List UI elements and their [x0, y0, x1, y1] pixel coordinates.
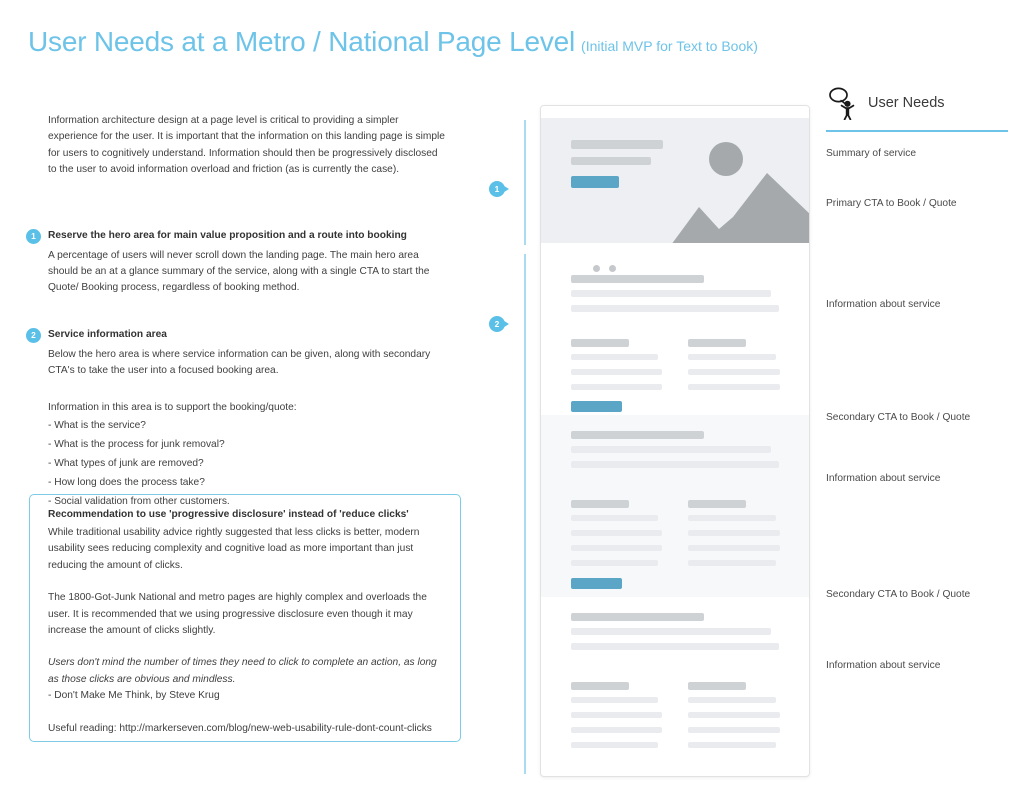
mockup-section-1-heading-bar: [571, 275, 704, 283]
mockup-section-3: [541, 597, 809, 777]
mockup-marker-2: [489, 316, 505, 332]
recommendation-quote: Users don't mind the number of times they need to click to complete an action, as long as those clicks are obvious and mindless.: [48, 657, 437, 685]
mockup-section-3-col1-line: [571, 742, 658, 748]
user-speech-bubble-icon: [826, 86, 860, 120]
mockup-section-2-col2-line: [688, 515, 776, 521]
recommendation-paragraph-1: While traditional usability advice rightly suggested that less clicks is better, modern usability sees reducing complexity and cognitive load as more important than just reducing the amount of clicks.: [48, 527, 420, 571]
intro-paragraph: Information architecture design at a page level is critical to providing a simpler experience for the user. It is important that the information on this landing page is simple for users to cognitively understand. Information should then be progressively disclosed to the user to avoid information overload and friction (as is currently the case).: [48, 115, 445, 176]
left-annotations-column: [31, 113, 448, 511]
annotation-badge-1: 1: [26, 229, 41, 244]
annotation-block-1: [31, 229, 448, 297]
annotation-block-2: [31, 328, 448, 380]
annotation-title-2: Service information area: [48, 328, 167, 340]
mockup-section-2-col1-line: [571, 530, 662, 536]
mockup-section-3-col1-line: [571, 727, 662, 733]
mockup-marker-1: [489, 181, 505, 197]
user-need-item: Secondary CTA to Book / Quote: [826, 589, 971, 600]
annotation-badge-2: 2: [26, 328, 41, 343]
dot-icon: [593, 265, 600, 272]
mockup-section-1-col2-line: [688, 369, 780, 375]
mockup-section-1-body-line: [571, 290, 771, 297]
mockup-section-2-col1-line: [571, 515, 658, 521]
mockup-section-1-body-line: [571, 305, 779, 312]
mockup-section-3-heading-bar: [571, 613, 704, 621]
connector-rail-2: [524, 254, 526, 774]
mockup-section-1-col2-heading: [688, 339, 746, 347]
mockup-section-1-col1-line: [571, 369, 662, 375]
list-item: - What is the process for junk removal?: [48, 439, 225, 451]
mockup-section-2-col2-line: [688, 530, 780, 536]
mockup-section-1-col2-line: [688, 354, 776, 360]
hero-headline-bar-1: [571, 140, 663, 149]
recommendation-title: Recommendation to use 'progressive disclosure' instead of 'reduce clicks': [48, 509, 409, 520]
recommendation-useful-reading: Useful reading: http://markerseven.com/blog/new-web-usability-rule-dont-count-clicks: [48, 722, 432, 734]
recommendation-attribution: - Don't Make Me Think, by Steve Krug: [48, 690, 220, 702]
mockup-section-2-col2-line: [688, 545, 780, 551]
mockup-section-3-body-line: [571, 628, 771, 635]
mockup-section-1-col1-line: [571, 384, 662, 390]
recommendation-callout: [29, 494, 461, 742]
mockup-section-1-secondary-cta-button[interactable]: [571, 401, 622, 412]
mockup-section-2-body-line: [571, 446, 771, 453]
connector-rail-1: [524, 120, 526, 245]
mockup-section-2-col1-line: [571, 545, 662, 551]
page-title-sub: (Initial MVP for Text to Book): [581, 38, 758, 54]
mockup-section-3-col2-line: [688, 727, 780, 733]
user-needs-title: User Needs: [868, 95, 945, 111]
hero-primary-cta-button[interactable]: [571, 176, 619, 188]
user-need-item: Primary CTA to Book / Quote: [826, 198, 957, 209]
mockup-section-3-col2-line: [688, 742, 776, 748]
user-needs-divider: [826, 130, 1008, 132]
hero-image-placeholder-circle: [709, 142, 743, 176]
mockup-section-3-col2-line: [688, 697, 776, 703]
user-needs-column: [826, 84, 1012, 671]
mockup-section-2-col2-line: [688, 560, 776, 566]
mockup-section-2-col1-line: [571, 560, 658, 566]
mockup-marker-1-number: 1: [489, 181, 505, 197]
mockup-section-3-body-line: [571, 643, 779, 650]
recommendation-paragraph-2: The 1800-Got-Junk National and metro pages are highly complex and overloads the user. It is recommended that we using progressive disclosure even though it may increase the amount of clicks slightly.: [48, 592, 427, 637]
hero-headline-bar-2: [571, 157, 651, 165]
mockup-section-3-col2-heading: [688, 682, 746, 690]
list-intro: Information in this area is to support the booking/quote:: [48, 401, 297, 413]
mockup-marker-2-number: 2: [489, 316, 505, 332]
mockup-section-1: [541, 243, 809, 415]
hero-image-placeholder-mountain: [671, 173, 809, 243]
page-wireframe-mockup: [540, 105, 810, 777]
mockup-section-1-col1-line: [571, 354, 658, 360]
mockup-section-2-col2-heading: [688, 500, 746, 508]
list-item: - What is the service?: [48, 420, 146, 432]
annotation-body-1: A percentage of users will never scroll down the landing page. The main hero area should be an at a glance summary of the service, along with a single CTA to start the Quote/ Booking process, regardless of booking method.: [48, 249, 430, 294]
page-title-main: User Needs at a Metro / National Page Level: [28, 26, 576, 57]
annotation-body-2: Below the hero area is where service information can be given, along with secondary CTA's to take the user into a focused booking area.: [48, 348, 431, 377]
mockup-section-3-col1-line: [571, 697, 658, 703]
mockup-section-2-body-line: [571, 461, 779, 468]
mockup-section-3-col1-line: [571, 712, 662, 718]
mockup-section-3-col1-heading: [571, 682, 629, 690]
user-need-item: Information about service: [826, 660, 941, 671]
annotation-title-1: Reserve the hero area for main value proposition and a route into booking: [48, 229, 407, 241]
dot-icon: [609, 265, 616, 272]
mockup-section-2-secondary-cta-button[interactable]: [571, 578, 622, 589]
list-item: - What types of junk are removed?: [48, 458, 204, 470]
list-item: - Social validation from other customers.: [48, 496, 230, 508]
page-title: [28, 26, 758, 58]
list-item: - How long does the process take?: [48, 477, 205, 489]
mockup-section-3-col2-line: [688, 712, 780, 718]
mockup-section-1-col1-heading: [571, 339, 629, 347]
mockup-section-2-col1-heading: [571, 500, 629, 508]
user-need-item: Information about service: [826, 299, 941, 310]
user-need-item: Summary of service: [826, 148, 917, 159]
mockup-section-2-heading-bar: [571, 431, 704, 439]
mockup-top-bar: [541, 106, 809, 118]
mockup-hero-section: [541, 118, 809, 243]
mockup-section-1-col2-line: [688, 384, 780, 390]
user-need-item: Information about service: [826, 473, 941, 484]
user-needs-header: [826, 84, 1012, 122]
user-need-item: Secondary CTA to Book / Quote: [826, 412, 971, 423]
mockup-section-2: [541, 415, 809, 597]
